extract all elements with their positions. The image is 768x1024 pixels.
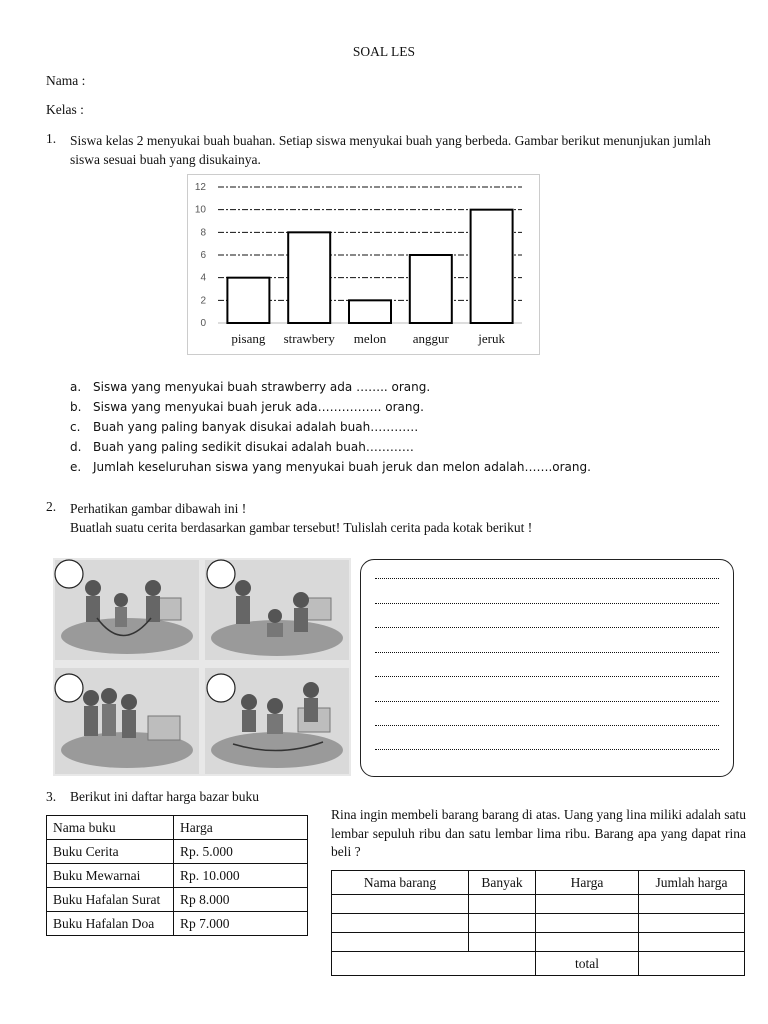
table-cell: Buku Hafalan Doa: [47, 912, 174, 936]
item-text: Buah yang paling sedikit disukai adalah buah…………: [93, 440, 414, 454]
table-cell: Rp 7.000: [174, 912, 308, 936]
table-cell: Buku Cerita: [47, 840, 174, 864]
item-text: Buah yang paling banyak disukai adalah buah…………: [93, 420, 419, 434]
table-header: Jumlah harga: [639, 871, 745, 895]
item-label: a.: [70, 380, 82, 394]
y-tick-label: 0: [200, 318, 206, 329]
table-cell[interactable]: [639, 933, 745, 952]
table-row: [47, 888, 308, 912]
table-cell[interactable]: [536, 914, 639, 933]
table-header: Nama barang: [332, 871, 469, 895]
story-writing-box[interactable]: [360, 559, 734, 777]
item-label: d.: [70, 440, 82, 454]
x-tick-label: strawbery: [283, 331, 335, 346]
writing-line[interactable]: [375, 578, 719, 579]
bar: [227, 278, 269, 323]
page-title: SOAL LES: [352, 44, 416, 59]
x-tick-label: pisang: [231, 331, 266, 346]
question-1-text: Siswa kelas 2 menyukai buah buahan. Setiap siswa menyukai buah yang berbeda. Gambar berikut menunjukan jumlah siswa sesuai buah yang disukainya.: [70, 133, 711, 167]
item-label: b.: [70, 400, 82, 414]
question-3-text: Berikut ini daftar harga bazar buku: [70, 789, 260, 804]
table-cell[interactable]: [332, 933, 469, 952]
purchase-table: [331, 870, 745, 976]
table-cell: [332, 952, 536, 976]
writing-line[interactable]: [375, 749, 719, 750]
table-cell: Buku Hafalan Surat: [47, 888, 174, 912]
item-text: Siswa yang menyukai buah strawberry ada …….. orang.: [93, 380, 431, 394]
table-cell: Rp. 10.000: [174, 864, 308, 888]
x-tick-label: jeruk: [478, 331, 505, 346]
question-3-paragraph: Rina ingin membeli barang barang di atas. Uang yang lina miliki adalah satu lembar sepuluh ribu dan satu lembar lima ribu. Barang apa yang dapat rina beli ?: [331, 807, 746, 859]
table-cell: Rp 8.000: [174, 888, 308, 912]
table-header: Banyak: [469, 871, 536, 895]
bar: [349, 300, 391, 323]
total-value-cell[interactable]: [639, 952, 745, 976]
question-3-number: 3.: [46, 789, 57, 804]
writing-line[interactable]: [375, 603, 719, 604]
y-tick-label: 12: [194, 182, 206, 193]
table-total-row: [332, 952, 745, 976]
table-header-row: [332, 871, 745, 895]
question-1-number: 1.: [46, 131, 57, 146]
table-cell[interactable]: [332, 914, 469, 933]
writing-line[interactable]: [375, 676, 719, 677]
table-cell[interactable]: [639, 914, 745, 933]
name-label: Nama :: [46, 73, 86, 88]
item-text: Siswa yang menyukai buah jeruk ada……………. orang.: [93, 400, 424, 414]
class-label: Kelas :: [46, 102, 84, 117]
item-label: c.: [70, 420, 81, 434]
picture-grid: [53, 558, 351, 776]
table-header: Harga: [174, 816, 308, 840]
table-header-row: [47, 816, 308, 840]
table-cell: Buku Mewarnai: [47, 864, 174, 888]
question-2-number: 2.: [46, 499, 57, 514]
y-tick-label: 4: [200, 272, 206, 284]
table-cell[interactable]: [469, 914, 536, 933]
question-2-line2: Buatlah suatu cerita berdasarkan gambar tersebut! Tulislah cerita pada kotak berikut !: [70, 520, 533, 535]
table-cell[interactable]: [332, 895, 469, 914]
table-cell[interactable]: [469, 933, 536, 952]
table-cell[interactable]: [639, 895, 745, 914]
table-cell[interactable]: [469, 895, 536, 914]
y-tick-label: 8: [200, 227, 206, 239]
table-row: [47, 864, 308, 888]
bar: [471, 210, 513, 323]
y-tick-label: 6: [200, 250, 206, 261]
table-row: [332, 895, 745, 914]
writing-line[interactable]: [375, 627, 719, 628]
writing-line[interactable]: [375, 725, 719, 726]
item-label: e.: [70, 460, 82, 474]
question-2-line1: Perhatikan gambar dibawah ini !: [70, 501, 247, 516]
question-1-items: [0, 380, 768, 480]
writing-line[interactable]: [375, 652, 719, 653]
table-cell[interactable]: [536, 933, 639, 952]
picture-series-illustration: [53, 558, 351, 776]
table-cell: Rp. 5.000: [174, 840, 308, 864]
table-row: [332, 914, 745, 933]
table-row: [47, 840, 308, 864]
table-row: [47, 912, 308, 936]
table-header: Nama buku: [47, 816, 174, 840]
bar-chart-svg: [188, 175, 539, 354]
item-text: Jumlah keseluruhan siswa yang menyukai buah jeruk dan melon adalah…….orang.: [93, 460, 591, 474]
table-header: Harga: [536, 871, 639, 895]
table-row: [332, 933, 745, 952]
bar: [288, 232, 330, 323]
x-tick-label: anggur: [412, 331, 449, 346]
y-tick-label: 2: [200, 295, 206, 307]
price-table: [46, 815, 308, 936]
bar: [410, 255, 452, 323]
bar-chart: [187, 174, 540, 355]
total-label: total: [536, 952, 639, 976]
table-cell[interactable]: [536, 895, 639, 914]
writing-line[interactable]: [375, 701, 719, 702]
x-tick-label: melon: [353, 331, 387, 346]
y-tick-label: 10: [194, 204, 206, 216]
